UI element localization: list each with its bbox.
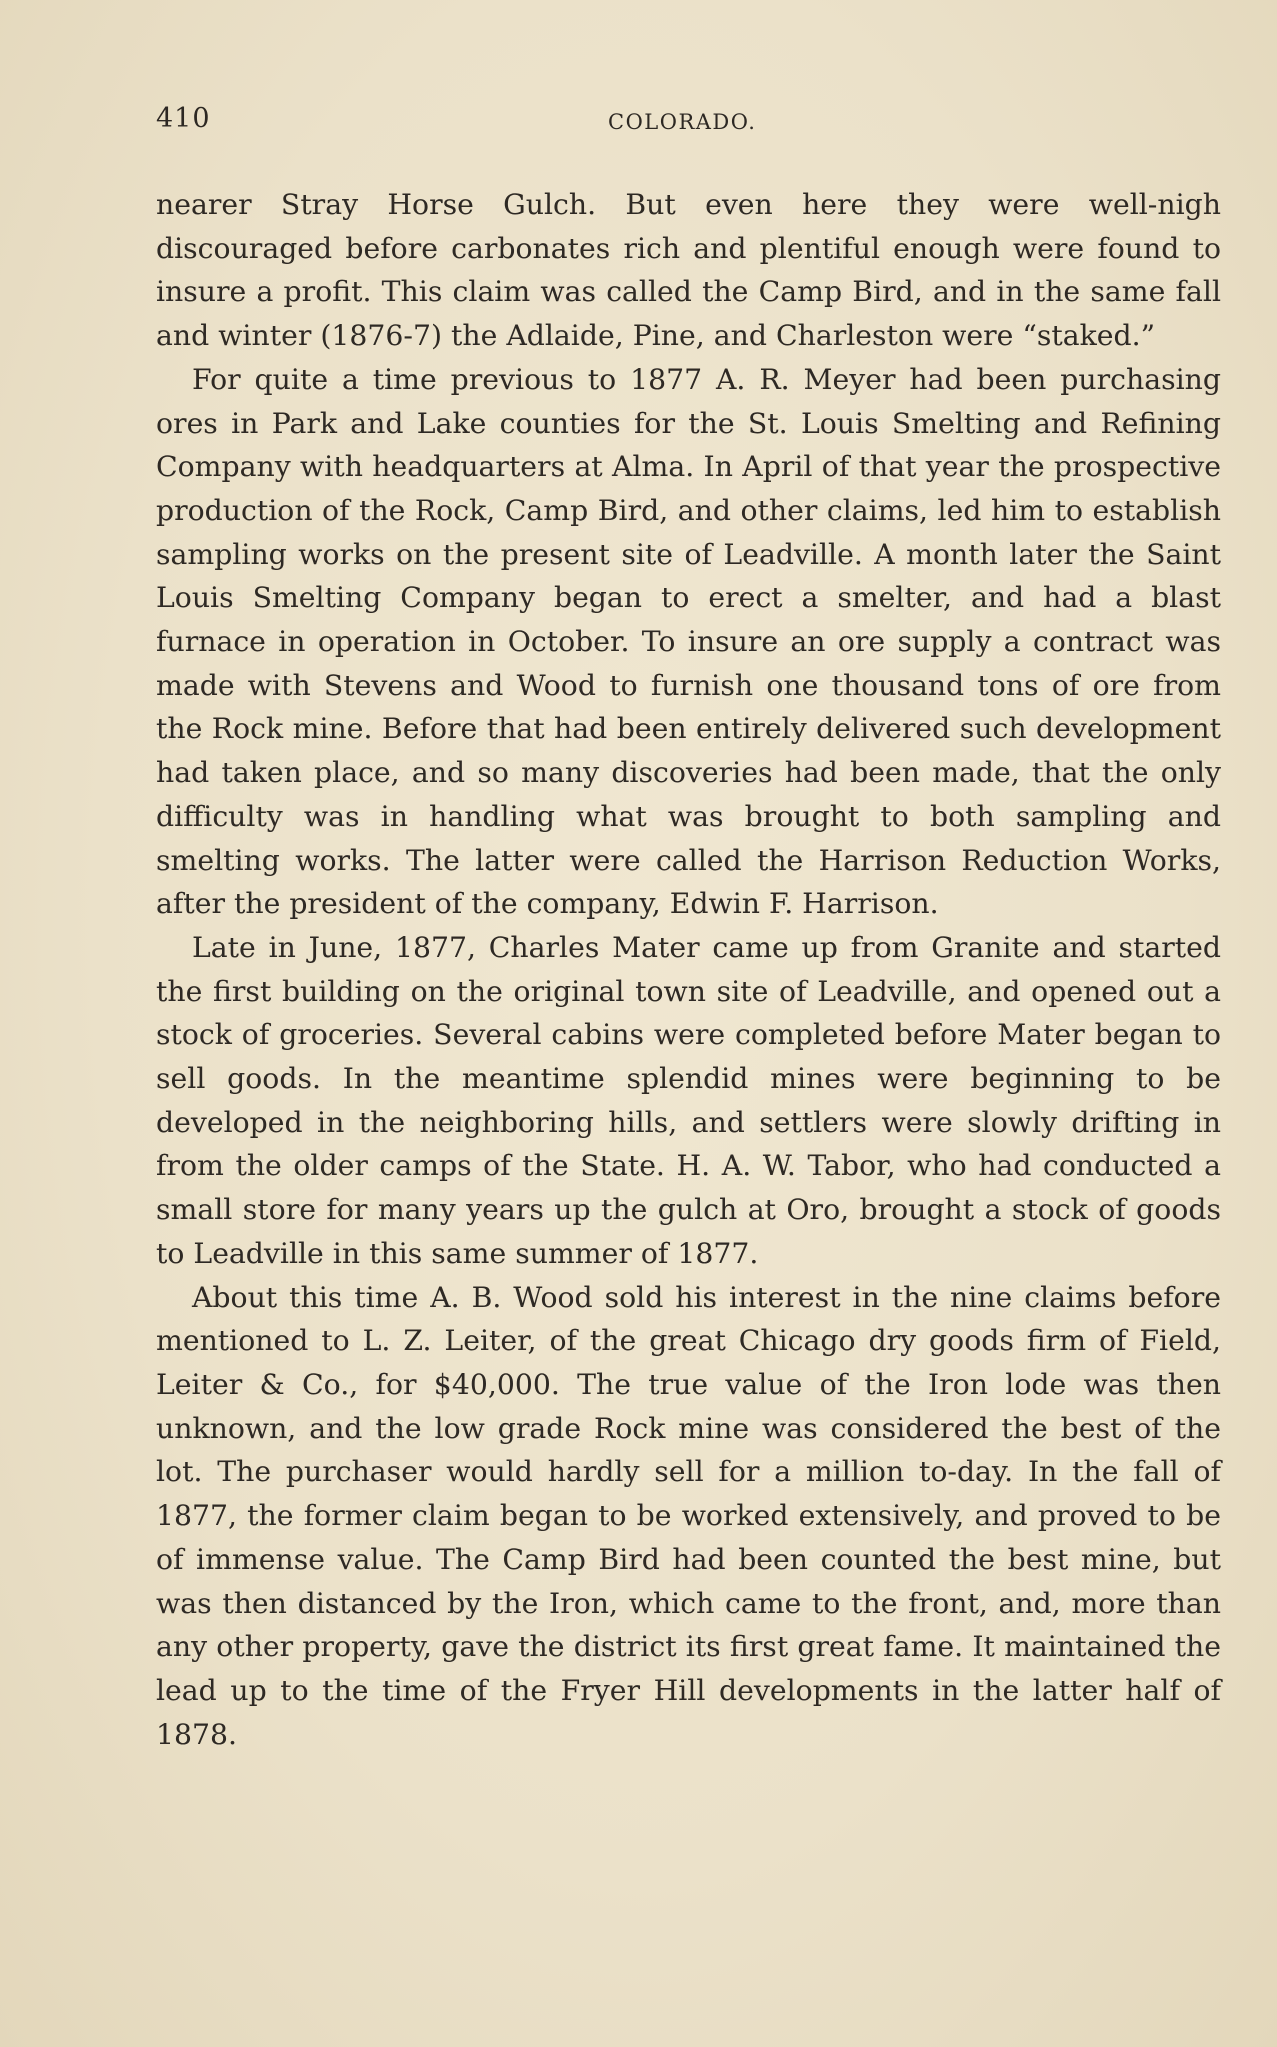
paragraph-1: nearer Stray Horse Gulch. But even here they were well-nigh discouraged before carbonates rich and plentiful enough were found to insure a profit. This claim was called the Camp Bird, and in the same fall and winter (1876-7) the Adlaide, Pine, and Charleston were “staked.” <box>156 188 1221 353</box>
paragraph-4: About this time A. B. Wood sold his interest in the nine claims before mentioned to L. Z. Leiter, of the great Chicago dry goods firm of Field, Leiter & Co., for $40,000. The true value of the Iron lode was then unknown, and the low grade Rock mine was considered the best of the lot. The purchaser would hardly sell for a million to-day. In the fall of 1877, the former claim began to be worked extensively, and proved to be of immense value. The Camp Bird had been counted the best mine, but was then distanced by the Iron, which came to the front, and, more than any other property, gave the district its first great fame. It maintained the lead up to the time of the Fryer Hill developments in the latter half of 1878. <box>156 1280 1221 1751</box>
body-text <box>156 183 1221 1756</box>
paragraph-3: Late in June, 1877, Charles Mater came up from Granite and started the first building on the original town site of Leadville, and opened out a stock of groceries. Several cabins were completed before Mater began to sell goods. In the meantime splendid mines were beginning to be developed in the neighboring hills, and settlers were slowly drifting in from the older camps of the State. H. A. W. Tabor, who had conducted a small store for many years up the gulch at Oro, brought a stock of goods to Leadville in this same summer of 1877. <box>156 930 1221 1270</box>
page-number: 410 <box>156 103 211 134</box>
paragraph-2: For quite a time previous to 1877 A. R. Meyer had been purchasing ores in Park and Lake counties for the St. Louis Smelting and Refining Company with headquarters at Alma. In April of that year the prospective production of the Rock, Camp Bird, and other claims, led him to establish sampling works on the present site of Leadville. A month later the Saint Louis Smelting Company began to erect a smelter, and had a blast furnace in operation in October. To insure an ore supply a contract was made with Stevens and Wood to furnish one thousand tons of ore from the Rock mine. Before that had been entirely delivered such development had taken place, and so many discoveries had been made, that the only difficulty was in handling what was brought to both sampling and smelting works. The latter were called the Harrison Reduction Works, after the president of the company, Edwin F. Harrison. <box>156 362 1221 921</box>
running-head: COLORADO. <box>608 110 757 134</box>
page-header <box>156 103 1221 139</box>
